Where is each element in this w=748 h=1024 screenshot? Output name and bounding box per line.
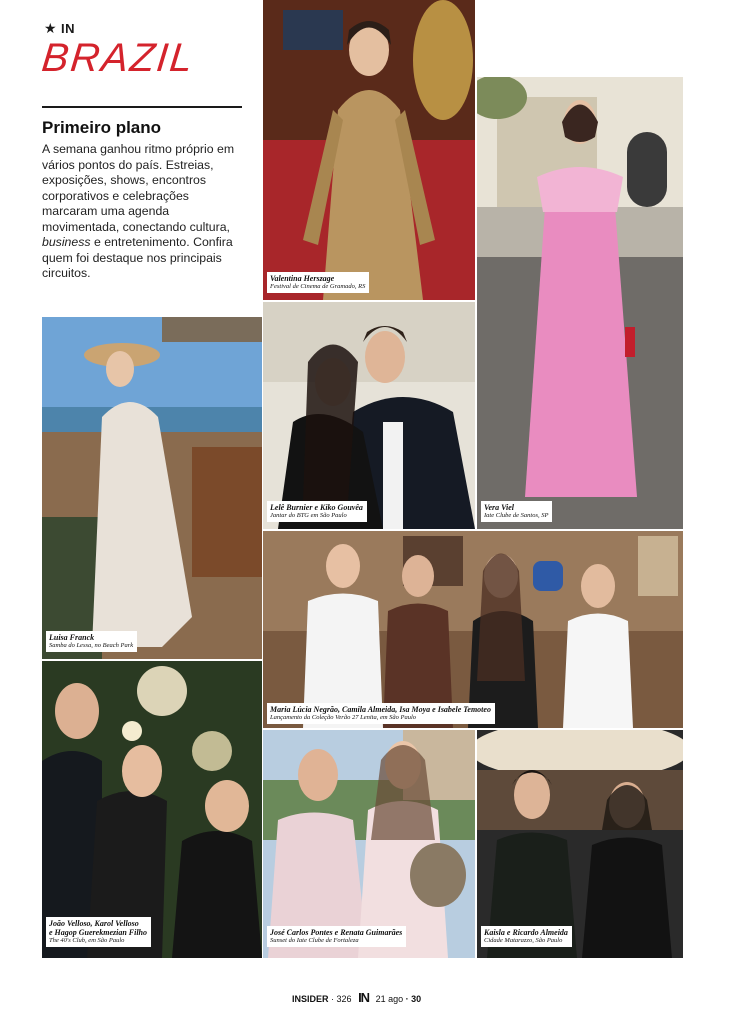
intro-title: Primeiro plano <box>42 118 162 137</box>
header-divider <box>42 106 242 108</box>
photo-valentina-herszage <box>263 0 475 300</box>
photo-vera-viel <box>477 77 683 529</box>
footer-magazine: INSIDER <box>292 994 329 1004</box>
in-label: IN <box>61 21 76 36</box>
footer-in-logo: IN <box>358 990 370 1005</box>
caption-lenita-group: Maria Lúcia Negrão, Camila Almeida, Isa Moya e Isabele Temoteo Lançamento da Coleção Verão 27 Lenita, em São Paulo <box>267 703 495 724</box>
caption-lele-kiko: Lelê Burnier e Kiko Gouvêa Jantar do BTG em São Paulo <box>267 501 367 522</box>
caption-pontes-guimaraes: José Carlos Pontes e Renata Guimarães Sunset do Iate Clube de Fortaleza <box>267 926 406 947</box>
photo-lenita-group <box>263 531 683 728</box>
photo-luisa-franck <box>42 317 262 659</box>
star-icon: ★ <box>44 20 57 36</box>
caption-vera-viel: Vera Viel Iate Clube de Santos, SP <box>481 501 552 522</box>
photo-pontes-guimaraes <box>263 730 475 958</box>
footer-issue: · 326 <box>331 994 352 1004</box>
section-title-brazil: BRAZIL <box>39 36 197 80</box>
intro-text: A semana ganhou ritmo próprio em vários pontos do país. Estreias, exposições, shows, encontros corporativos e celebrações marcaram uma agenda movimentada, conectando cultura, business e entretenimento. Confira quem foi destaque nos principais circuitos. <box>42 142 235 280</box>
page-footer <box>292 990 421 1005</box>
caption-kaisla-ricardo: Kaisla e Ricardo Almeida Cidade Matarazzo, São Paulo <box>481 926 572 947</box>
footer-page-number: · 30 <box>405 994 422 1004</box>
caption-valentina: Valentina Herszage Festival de Cinema de Gramado, RS <box>267 272 369 293</box>
photo-lele-kiko <box>263 302 475 529</box>
intro-text-emphasis: business <box>42 235 91 249</box>
footer-date: 21 ago <box>375 994 404 1004</box>
photo-velloso-group <box>42 661 262 958</box>
photo-kaisla-ricardo <box>477 730 683 958</box>
caption-luisa-franck: Luisa Franck Samba do Lessa, no Beach Park <box>46 631 137 652</box>
caption-velloso-group: João Velloso, Karol Velloso e Hagop Guerekmezian Filho The 40's Club, em São Paulo <box>46 917 151 947</box>
